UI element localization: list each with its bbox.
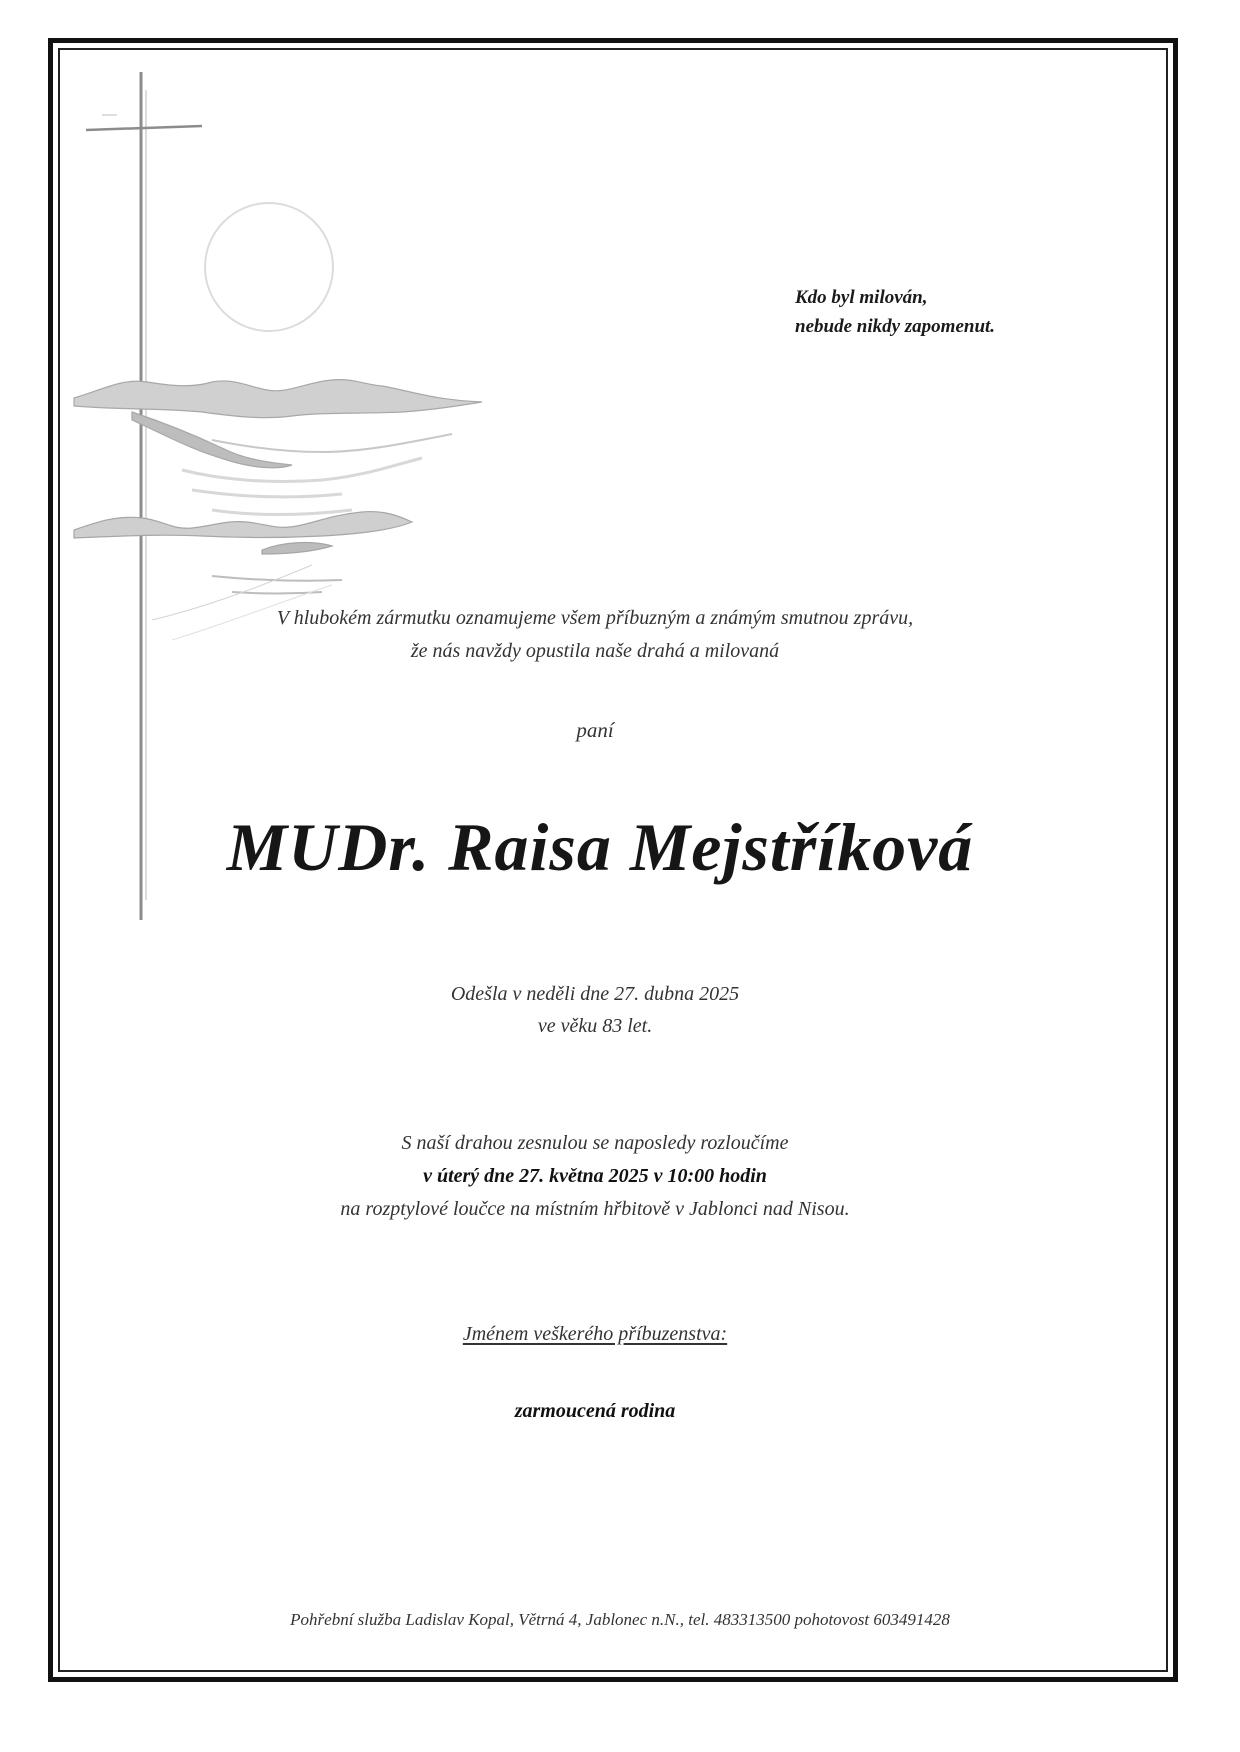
- funeral-service-footer: Pohřební služba Ladislav Kopal, Větrná 4, Jablonec n.N., tel. 483313500 pohotovost 603491428: [290, 1610, 950, 1629]
- announcement: [195, 602, 995, 668]
- death-age: ve věku 83 let.: [537, 1015, 653, 1037]
- funeral-datetime: v úterý dne 27. května 2025 v 10:00 hodin: [423, 1165, 767, 1187]
- funeral-location: na rozptylové loučce na místním hřbitově v Jablonci nad Nisou.: [340, 1198, 850, 1220]
- announcement-line-1: V hlubokém zármutku oznamujeme všem příbuzným a známým smutnou zprávu,: [276, 607, 914, 629]
- death-info: [195, 978, 995, 1042]
- clouds-middle: [182, 458, 422, 515]
- signoff-heading: Jménem veškerého příbuzenstva:: [462, 1323, 728, 1345]
- motto-line-2: nebude nikdy zapomenut.: [795, 316, 996, 337]
- cross-icon: [86, 72, 202, 920]
- funeral-line-1: S naší drahou zesnulou se naposledy rozloučíme: [401, 1132, 789, 1154]
- sun-circle: [205, 203, 333, 331]
- announcement-line-2: že nás navždy opustila naše drahá a milovaná: [410, 640, 780, 662]
- motto: [795, 283, 995, 341]
- deceased-name: MUDr. Raisa Mejstříková: [226, 809, 974, 885]
- honorific: paní: [576, 718, 614, 742]
- death-date: Odešla v neděli dne 27. dubna 2025: [450, 983, 740, 1005]
- signoff-signature: zarmoucená rodina: [514, 1400, 676, 1422]
- mountain-range-upper: [74, 380, 482, 468]
- funeral-info: [195, 1127, 995, 1226]
- motto-line-1: Kdo byl milován,: [795, 287, 928, 308]
- mountain-range-lower: [74, 512, 412, 554]
